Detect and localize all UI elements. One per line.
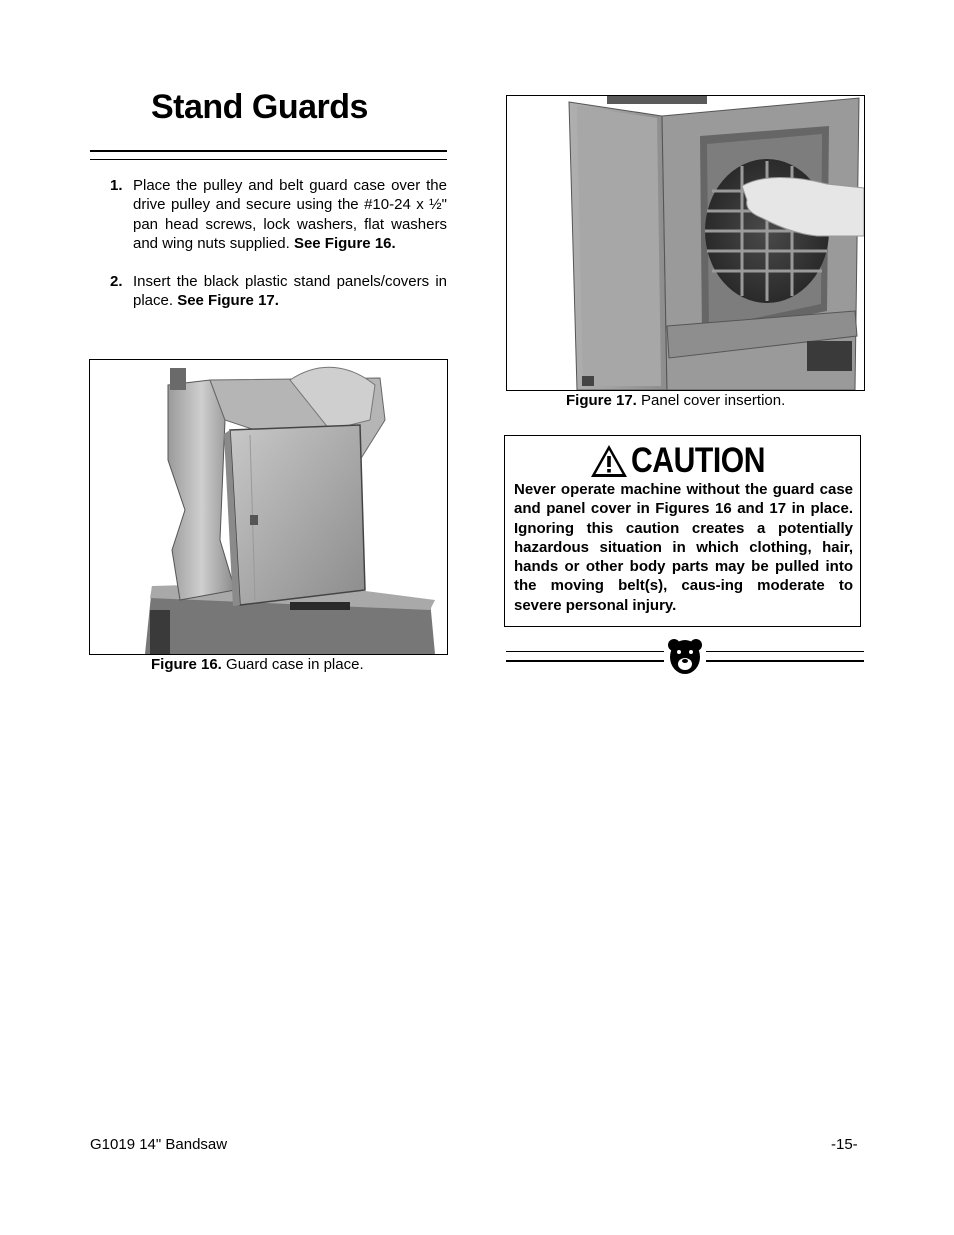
caution-text: Never operate machine without the guard case and panel cover in Figures 16 and 17 in place. Ignoring this caution creates a potentially hazardous situation in which clothing, hair, hands or other body parts may be pulled into the moving belt(s), caus-ing moderate to severe personal injury. xyxy=(514,481,853,614)
caution-box xyxy=(504,435,861,627)
divider-line-left-top xyxy=(506,651,664,652)
instruction-list xyxy=(110,176,447,330)
figure-17-photo xyxy=(506,95,865,391)
step-number: 2. xyxy=(110,273,123,291)
stand-panel-illustration xyxy=(507,96,864,390)
caution-header xyxy=(590,441,787,481)
figure-reference: See Figure 16. xyxy=(293,234,396,252)
figure-16-photo xyxy=(89,359,448,655)
step-number: 1. xyxy=(110,177,123,194)
step-text: Place the pulley and belt guard case over the drive pulley and secure using the #10-24 x ½" pan head screws, lock washers, flat washers and wing nuts supplied. See Figure 16. xyxy=(133,177,447,252)
bandsaw-guard-illustration xyxy=(90,360,447,654)
figure-label: Figure 16. xyxy=(151,656,222,673)
figure-16-caption: Figure 16. Guard case in place. xyxy=(151,656,364,673)
page-title: Stand Guards xyxy=(151,88,368,126)
caution-title: CAUTION xyxy=(631,441,766,480)
figure-reference: See Figure 17. xyxy=(177,292,279,310)
page-number: -15- xyxy=(831,1136,858,1153)
figure-17-caption: Figure 17. Panel cover insertion. xyxy=(566,392,786,409)
bear-logo-icon xyxy=(667,638,703,676)
divider-line-right-top xyxy=(706,651,864,652)
figure-label: Figure 17. xyxy=(566,392,637,409)
heading-rule-thin xyxy=(90,159,447,160)
footer-model: G1019 14" Bandsaw xyxy=(90,1136,228,1153)
list-item xyxy=(110,176,447,253)
step-text: Insert the black plastic stand panels/covers in place. See Figure 17. xyxy=(133,273,447,310)
warning-triangle-icon xyxy=(590,444,628,478)
divider-line-right-bottom xyxy=(706,660,864,662)
divider-line-left-bottom xyxy=(506,660,664,662)
list-item xyxy=(110,272,447,311)
heading-rule-thick xyxy=(90,150,447,152)
